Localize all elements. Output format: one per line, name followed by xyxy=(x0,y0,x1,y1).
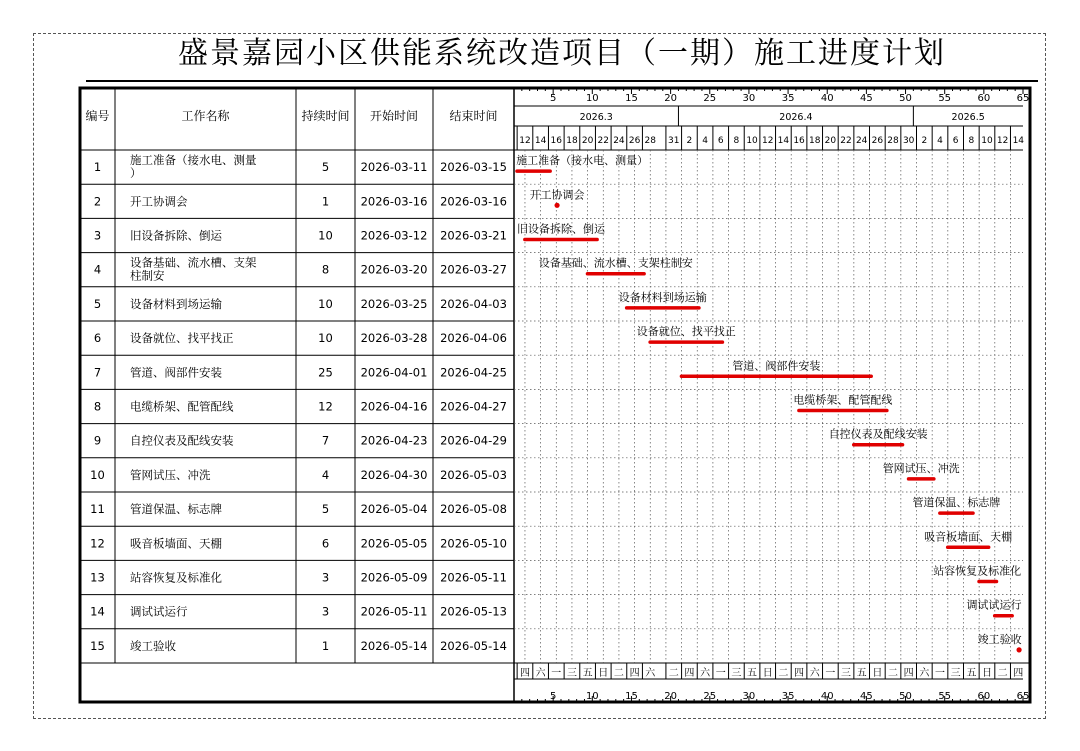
month-label: 2026.4 xyxy=(779,112,813,123)
cell-duration: 8 xyxy=(321,262,330,277)
week-label: 一 xyxy=(825,668,836,679)
task-label: 电缆桥架、配管配线 xyxy=(793,393,893,407)
cell-name: 开工协调会 xyxy=(130,194,188,209)
cell-name: 管道、阀部件安装 xyxy=(130,365,222,380)
week-label: 一 xyxy=(551,668,562,679)
week-label: 三 xyxy=(731,668,742,679)
day-label: 16 xyxy=(793,136,805,146)
cell-duration: 1 xyxy=(321,638,330,653)
week-label: 四 xyxy=(1013,668,1024,679)
cell-no: 2 xyxy=(93,194,102,209)
cell-no: 3 xyxy=(93,228,102,243)
task-label: 开工协调会 xyxy=(529,188,585,202)
week-label: 一 xyxy=(934,668,945,679)
day-label: 16 xyxy=(550,136,563,146)
task-label: 站容恢复及标准化 xyxy=(933,564,1022,578)
cell-duration: 6 xyxy=(321,536,330,551)
day-label: 6 xyxy=(952,136,959,146)
ruler-label: 50 xyxy=(899,691,912,702)
day-label: 10 xyxy=(746,136,758,146)
cell-name: ） xyxy=(130,166,142,180)
cell-end: 2026-05-03 xyxy=(440,467,507,482)
day-label: 22 xyxy=(597,136,609,146)
task-bar xyxy=(554,203,559,208)
day-label: 14 xyxy=(777,136,790,146)
month-label: 2026.5 xyxy=(951,112,985,123)
ruler-label: 55 xyxy=(938,93,952,104)
day-label: 12 xyxy=(996,136,1009,146)
cell-end: 2026-05-08 xyxy=(440,502,507,517)
day-label: 20 xyxy=(581,136,594,146)
day-label: 8 xyxy=(968,136,975,146)
day-label: 2 xyxy=(686,136,693,146)
week-label: 日 xyxy=(872,668,883,679)
cell-duration: 5 xyxy=(321,160,330,175)
task-label: 设备基础、流水槽、支架柱制安 xyxy=(538,256,693,270)
day-label: 2 xyxy=(921,136,928,146)
day-label: 6 xyxy=(717,136,724,146)
cell-duration: 7 xyxy=(321,433,330,448)
ruler-label: 50 xyxy=(899,93,912,104)
week-label: 四 xyxy=(519,668,530,679)
week-label: 二 xyxy=(668,668,679,679)
cell-name: 管道保温、标志牌 xyxy=(130,502,222,517)
cell-name: 旧设备拆除、倒运 xyxy=(130,228,222,243)
week-label: 三 xyxy=(566,668,577,679)
ruler-label: 60 xyxy=(977,93,991,104)
cell-no: 8 xyxy=(93,399,102,414)
cell-duration: 1 xyxy=(321,194,330,209)
ruler-label: 65 xyxy=(1016,93,1030,104)
week-label: 二 xyxy=(778,668,789,679)
week-label: 三 xyxy=(950,668,961,679)
week-label: 六 xyxy=(919,668,930,679)
task-label: 竣工验收 xyxy=(977,632,1022,646)
column-header: 开始时间 xyxy=(369,109,419,123)
cell-name: 自控仪表及配线安装 xyxy=(130,433,234,448)
day-label: 26 xyxy=(871,136,884,146)
cell-duration: 5 xyxy=(321,502,330,517)
cell-duration: 10 xyxy=(318,296,333,311)
cell-end: 2026-03-27 xyxy=(440,262,507,277)
day-label: 20 xyxy=(824,136,837,146)
ruler-label: 65 xyxy=(1016,691,1030,702)
cell-duration: 12 xyxy=(318,399,333,414)
cell-no: 6 xyxy=(93,331,102,346)
week-label: 四 xyxy=(794,668,805,679)
ruler-label: 15 xyxy=(625,691,638,702)
cell-start: 2026-04-01 xyxy=(360,365,428,380)
ruler-label: 30 xyxy=(742,93,756,104)
cell-end: 2026-04-03 xyxy=(440,296,507,311)
ruler-label: 5 xyxy=(549,93,557,104)
ruler-label: 45 xyxy=(860,691,873,702)
cell-name: 设备就位、找平找正 xyxy=(130,331,234,346)
cell-start: 2026-04-16 xyxy=(360,399,428,414)
day-label: 26 xyxy=(628,136,641,146)
task-label: 管道保温、标志牌 xyxy=(912,496,1001,510)
day-label: 24 xyxy=(855,136,868,146)
cell-start: 2026-03-25 xyxy=(360,296,428,311)
cell-no: 1 xyxy=(93,160,102,175)
week-label: 六 xyxy=(535,668,546,679)
cell-start: 2026-03-20 xyxy=(360,262,428,277)
day-label: 12 xyxy=(761,136,774,146)
week-label: 六 xyxy=(700,668,711,679)
week-label: 六 xyxy=(809,668,820,679)
cell-no: 9 xyxy=(93,433,102,448)
week-label: 四 xyxy=(684,668,695,679)
page-title: 盛景嘉园小区供能系统改造项目（一期）施工进度计划 xyxy=(178,36,946,71)
cell-duration: 4 xyxy=(321,467,330,482)
day-label: 30 xyxy=(902,136,915,146)
cell-name: 调试试运行 xyxy=(130,604,188,619)
task-label: 旧设备拆除、倒运 xyxy=(516,222,605,236)
cell-end: 2026-03-21 xyxy=(440,228,507,243)
ruler-label: 20 xyxy=(664,93,677,104)
day-label: 28 xyxy=(644,136,656,146)
ruler-label: 20 xyxy=(664,691,677,702)
ruler-label: 35 xyxy=(781,93,795,104)
cell-duration: 10 xyxy=(318,228,333,243)
cell-start: 2026-03-12 xyxy=(360,228,428,243)
day-label: 14 xyxy=(1012,136,1025,146)
cell-name: 竣工验收 xyxy=(130,638,176,653)
task-label: 调试试运行 xyxy=(966,598,1022,612)
cell-no: 11 xyxy=(90,502,105,517)
cell-name: 施工准备（接水电、测量 xyxy=(130,153,257,167)
cell-no: 12 xyxy=(90,536,105,551)
ruler-label: 45 xyxy=(860,93,873,104)
day-label: 12 xyxy=(519,136,531,146)
week-label: 五 xyxy=(582,668,593,679)
cell-name: 吸音板墙面、天棚 xyxy=(130,536,222,551)
day-label: 4 xyxy=(702,136,708,146)
task-label: 自控仪表及配线安装 xyxy=(828,427,928,441)
ruler-label: 10 xyxy=(585,93,599,104)
week-label: 日 xyxy=(762,668,773,679)
day-label: 10 xyxy=(981,136,993,146)
cell-name: 柱制安 xyxy=(130,268,165,283)
column-header: 持续时间 xyxy=(301,109,350,123)
ruler-label: 15 xyxy=(625,93,638,104)
task-label: 设备就位、找平找正 xyxy=(636,325,736,339)
day-label: 22 xyxy=(840,136,852,146)
cell-end: 2026-05-10 xyxy=(440,536,507,551)
cell-end: 2026-04-27 xyxy=(440,399,507,414)
cell-no: 15 xyxy=(90,638,105,653)
cell-no: 5 xyxy=(93,296,102,311)
week-label: 五 xyxy=(966,668,977,679)
cell-name: 站容恢复及标准化 xyxy=(130,570,222,585)
cell-duration: 25 xyxy=(318,365,333,380)
cell-name: 电缆桥架、配管配线 xyxy=(130,399,234,414)
day-label: 8 xyxy=(733,136,740,146)
ruler-label: 25 xyxy=(703,93,717,104)
task-bar xyxy=(1016,647,1021,652)
week-label: 四 xyxy=(629,668,640,679)
day-label: 14 xyxy=(534,136,547,146)
cell-start: 2026-04-23 xyxy=(360,433,428,448)
cell-duration: 3 xyxy=(321,604,330,619)
cell-start: 2026-05-05 xyxy=(360,536,428,551)
week-label: 二 xyxy=(888,668,899,679)
cell-no: 7 xyxy=(93,365,102,380)
cell-end: 2026-04-29 xyxy=(440,433,507,448)
cell-end: 2026-04-06 xyxy=(440,331,507,346)
week-label: 日 xyxy=(598,668,609,679)
cell-start: 2026-03-11 xyxy=(360,160,428,175)
week-label: 五 xyxy=(856,668,867,679)
day-label: 18 xyxy=(566,136,578,146)
cell-end: 2026-03-15 xyxy=(440,160,507,175)
week-label: 四 xyxy=(903,668,914,679)
day-label: 31 xyxy=(668,136,680,146)
cell-start: 2026-05-14 xyxy=(360,638,428,653)
cell-end: 2026-05-14 xyxy=(440,638,507,653)
week-label: 五 xyxy=(747,668,758,679)
cell-duration: 3 xyxy=(321,570,330,585)
task-label: 管道、阀部件安装 xyxy=(732,359,821,373)
day-label: 28 xyxy=(887,136,899,146)
ruler-label: 5 xyxy=(549,691,557,702)
week-label: 日 xyxy=(981,668,992,679)
cell-duration: 10 xyxy=(318,331,333,346)
week-label: 二 xyxy=(997,668,1008,679)
ruler-label: 30 xyxy=(742,691,756,702)
cell-no: 10 xyxy=(90,467,105,482)
day-label: 4 xyxy=(937,136,943,146)
ruler-label: 55 xyxy=(938,691,952,702)
cell-start: 2026-03-28 xyxy=(360,331,428,346)
cell-end: 2026-04-25 xyxy=(440,365,507,380)
cell-no: 13 xyxy=(90,570,105,585)
cell-name: 设备基础、流水槽、支架 xyxy=(130,255,257,270)
week-label: 六 xyxy=(645,668,656,679)
day-label: 24 xyxy=(613,136,625,146)
cell-start: 2026-05-04 xyxy=(360,502,428,517)
week-label: 二 xyxy=(613,668,624,679)
cell-name: 设备材料到场运输 xyxy=(130,296,222,311)
cell-no: 4 xyxy=(93,262,102,277)
week-label: 一 xyxy=(715,668,726,679)
ruler-label: 40 xyxy=(820,691,834,702)
cell-name: 管网试压、冲洗 xyxy=(130,467,211,482)
cell-end: 2026-05-11 xyxy=(440,570,507,585)
task-label: 管网试压、冲洗 xyxy=(882,461,960,475)
month-label: 2026.3 xyxy=(579,112,613,123)
day-label: 18 xyxy=(808,136,821,146)
ruler-label: 40 xyxy=(820,93,834,104)
ruler-label: 60 xyxy=(977,691,991,702)
column-header: 结束时间 xyxy=(449,109,498,123)
cell-end: 2026-03-16 xyxy=(440,194,507,209)
column-header: 编号 xyxy=(85,109,110,123)
ruler-label: 10 xyxy=(585,691,599,702)
column-header: 工作名称 xyxy=(181,109,230,123)
week-label: 三 xyxy=(841,668,852,679)
cell-start: 2026-05-11 xyxy=(360,604,428,619)
cell-end: 2026-05-13 xyxy=(440,604,507,619)
ruler-label: 25 xyxy=(703,691,717,702)
task-label: 吸音板墙面、天棚 xyxy=(924,530,1013,544)
cell-no: 14 xyxy=(90,604,105,619)
cell-start: 2026-03-16 xyxy=(360,194,428,209)
task-label: 设备材料到场运输 xyxy=(618,290,707,304)
cell-start: 2026-05-09 xyxy=(360,570,428,585)
ruler-label: 35 xyxy=(781,691,795,702)
task-label: 施工准备（接水电、测量） xyxy=(516,154,649,168)
cell-start: 2026-04-30 xyxy=(360,467,428,482)
